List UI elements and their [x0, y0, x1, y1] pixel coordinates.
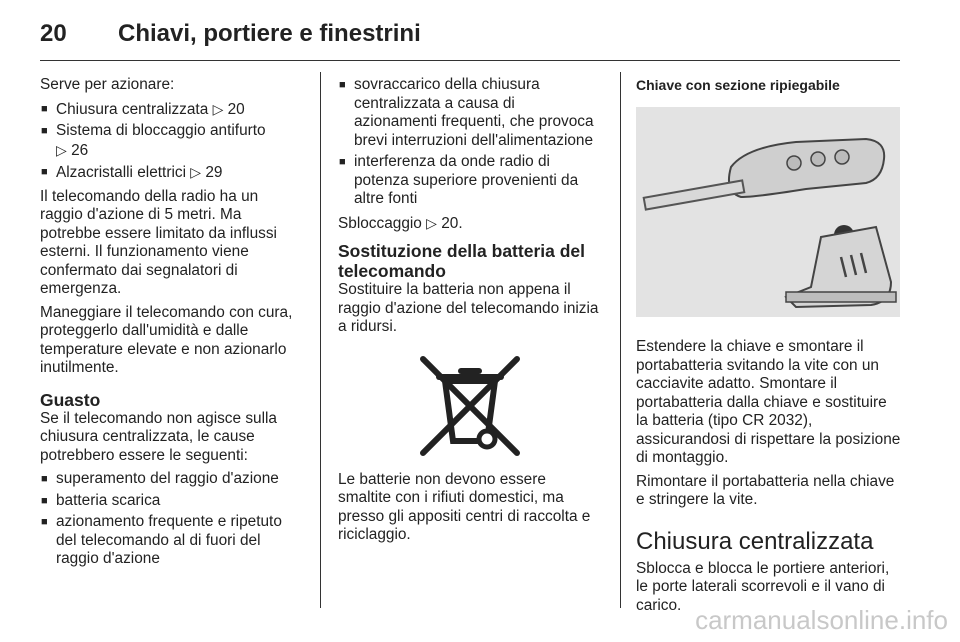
column-divider-1 — [320, 72, 321, 608]
triangle-right-icon: ▷ — [212, 100, 224, 117]
paragraph: Se il telecomando non agisce sulla chiusura centralizzata, le cause potrebbero essere le seguenti: — [40, 409, 277, 464]
column-divider-2 — [620, 72, 621, 608]
paragraph: Rimontare il portabatteria nella chiave e stringere la vite. — [636, 472, 895, 508]
page-ref[interactable]: 29 — [205, 164, 223, 181]
header-rule — [40, 60, 900, 61]
operations-list — [40, 100, 304, 183]
section-heading: Guasto — [40, 389, 101, 410]
watermark: carmanualsonline.info — [695, 605, 948, 635]
paragraph: Le batterie non devono essere smaltite con i rifiuti domestici, ma presso gli appositi centri di raccolta e riciclaggio. — [338, 470, 591, 543]
paragraph: Il telecomando della radio ha un raggio d'azione di 5 metri. Ma potrebbe essere limitato da influssi esterni. Il funzionamento viene confermato dai segnalatori di emergenza. — [40, 187, 277, 297]
page-number: 20 — [40, 20, 67, 47]
triangle-right-icon: ▷ — [190, 164, 202, 180]
list-item: ■ sovraccarico della chiusura centralizzata a causa di azionamenti frequenti, che provoca brevi interruzioni dell'alimentazione — [338, 76, 602, 150]
page-ref[interactable]: 20 — [441, 214, 459, 232]
list-item: ■ interferenza da onde radio di potenza superiore provenienti da altre fonti — [338, 153, 602, 209]
causes-list — [40, 470, 304, 569]
paragraph: Maneggiare il telecomando con cura, proteggerlo dall'umidità e dalle temperature elevate e non azionarlo inutilmente. — [40, 303, 293, 376]
causes-list-continued — [338, 76, 602, 209]
page-ref[interactable]: 26 — [71, 141, 89, 159]
crossed-bin-icon — [415, 351, 525, 461]
column-3 — [636, 76, 902, 620]
list-item: ■ Sistema di bloccaggio antifurto ▷ 26 — [40, 122, 304, 160]
list-item: ■ Chiusura centralizzata ▷ 20 — [40, 100, 304, 120]
cross-reference: Sbloccaggio ▷ 20. — [338, 214, 463, 232]
section-heading: Sostituzione della batteria del telecomando — [338, 241, 585, 281]
page-ref[interactable]: 20 — [227, 100, 245, 118]
column-1 — [40, 76, 304, 574]
paragraph: Estendere la chiave e smontare il portabatteria svitando la vite con un cacciavite adatto. Smontare il portabatteria dalla chiave e sostituire la batteria (tipo CR 2032), assicurandosi di rispettare la posizione di montaggio. — [636, 338, 901, 466]
list-item: ■ superamento del raggio d'azione — [40, 470, 304, 489]
list-item: ■ Alzacristalli elettrici ▷ 29 — [40, 163, 304, 183]
list-item: ■ azionamento frequente e ripetuto del telecomando al di fuori del raggio d'azione — [40, 513, 304, 569]
paragraph: Sblocca e blocca le portiere anteriori, le porte laterali scorrevoli e il vano di carico. — [636, 559, 890, 614]
triangle-right-icon: ▷ — [56, 141, 67, 158]
page-title: Chiavi, portiere e finestrini — [118, 20, 421, 47]
column-2 — [338, 76, 602, 550]
section-heading: Chiusura centralizzata — [636, 527, 874, 555]
list-item: ■ batteria scarica — [40, 492, 304, 511]
folding-key-image — [636, 107, 900, 317]
bin-wheel — [479, 431, 495, 447]
page-header — [40, 10, 900, 62]
intro-text: Serve per azionare: — [40, 76, 175, 93]
triangle-right-icon: ▷ — [426, 214, 437, 231]
paragraph: Sostituire la batteria non appena il raggio d'azione del telecomando inizia a ridursi. — [338, 281, 599, 335]
figure-caption: Chiave con sezione ripiegabile — [636, 77, 840, 93]
